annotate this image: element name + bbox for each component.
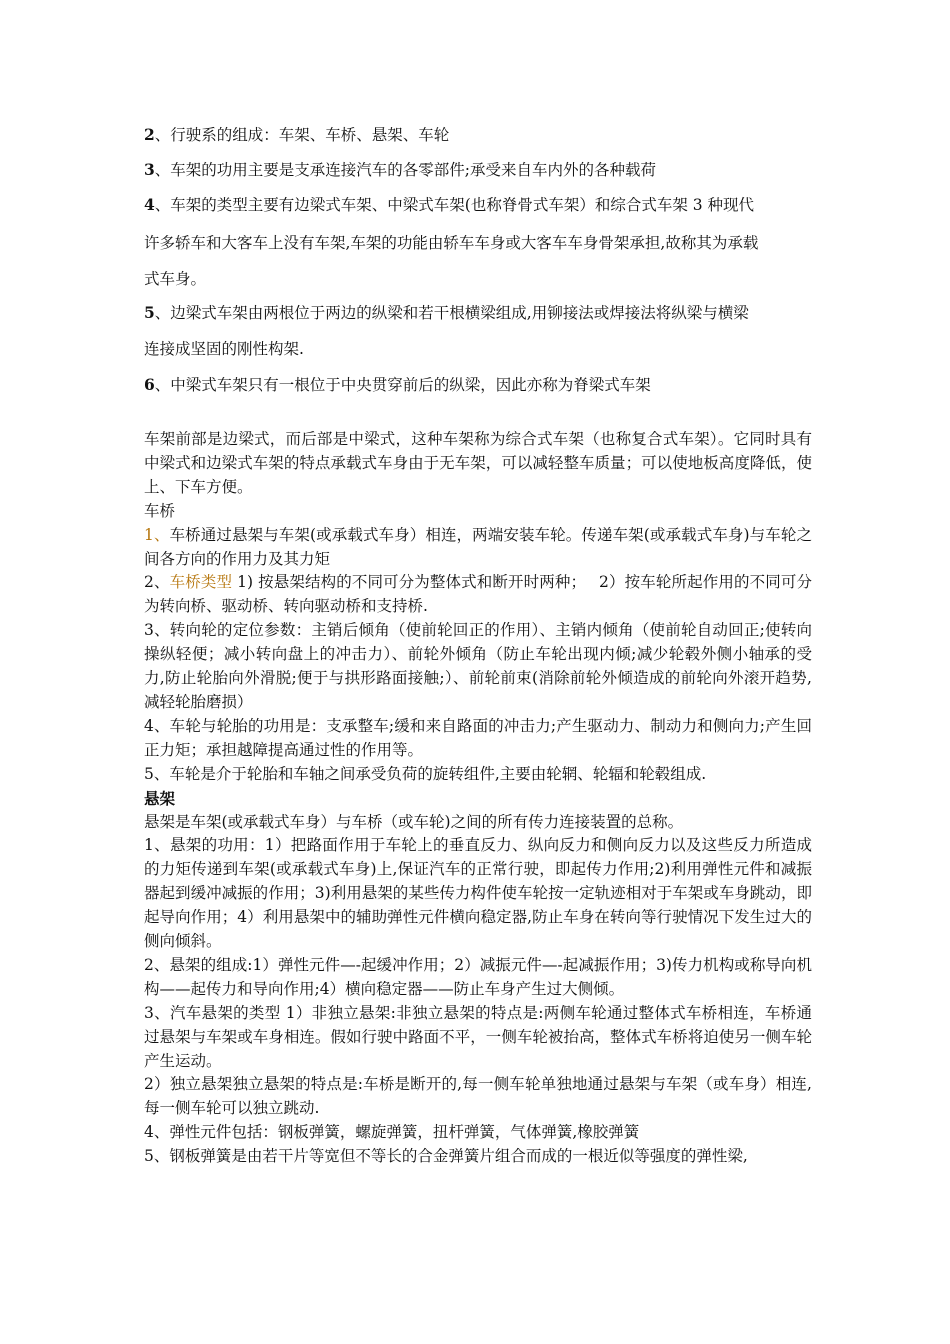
axle-heading: 车桥: [144, 501, 176, 520]
item-number: 3: [144, 160, 155, 179]
main-body: [144, 428, 812, 1169]
axle-item-3: 3、转向轮的定位参数：主销后倾角（使前轮回正的作用）、主销内倾角（使前轮自动回正;使转向操纵轻便；减小转向盘上的冲击力）、前轮外倾角（防止车轮出现内倾;减少轮毂外侧小轴承的受力,防止轮胎向外滑脱;便于与拱形路面接触;）、前轮前束(消除前轮外倾造成的前轮向外滚开趋势,减轻轮胎磨损）: [144, 621, 812, 711]
top-list-item-2: [144, 118, 824, 152]
composite-frame-paragraph: 车架前部是边梁式，而后部是中梁式，这种车架称为综合式车架（也称复合式车架）。它同时具有中梁式和边梁式车架的特点承载式车身由于无车架，可以减轻整车质量；可以使地板高度降低，使上、下车方便。: [144, 430, 812, 496]
top-list-item-4-line3: [144, 262, 824, 296]
axle-item-1-text: 车桥通过悬架与车架(或承载式车身）相连，两端安装车轮。传递车架(或承载式车身)与车轮之间各方向的作用力及其力矩: [144, 525, 812, 568]
item-number: 6: [144, 375, 155, 394]
axle-types-link[interactable]: 车桥类型: [169, 573, 233, 592]
top-list-item-4-line2: [144, 226, 824, 260]
item-text: 、边梁式车架由两根位于两边的纵梁和若干根横梁组成,用铆接法或焊接法将纵梁与横梁: [154, 304, 749, 322]
item-number: 4: [144, 195, 155, 214]
top-list-item-4: [144, 188, 824, 222]
item-text: 、车架的功用主要是支承连接汽车的各零部件;承受来自车内外的各种载荷: [154, 161, 657, 179]
suspension-item-2: 2、悬架的组成:1）弹性元件—-起缓冲作用；2）减振元件—-起减振作用；3)传力机构或称导向机构——起传力和导向作用;4）横向稳定器——防止车身产生过大侧倾。: [144, 955, 812, 998]
axle-item-2-number: 2、: [144, 573, 170, 592]
suspension-item-3: 3、汽车悬架的类型 1）非独立悬架:非独立悬架的特点是:两侧车轮通过整体式车桥相连，车桥通过悬架与车架或车身相连。假如行驶中路面不平，一侧车轮被抬高，整体式车桥将迫使另一侧车轮产生运动。: [144, 1003, 812, 1070]
top-list-item-3: [144, 153, 824, 187]
suspension-item-5: 5、钢板弹簧是由若干片等宽但不等长的合金弹簧片组合而成的一根近似等强度的弹性梁,: [144, 1147, 748, 1166]
axle-item-5: 5、车轮是介于轮胎和车轴之间承受负荷的旋转组件,主要由轮辋、轮辐和轮毂组成.: [144, 764, 707, 783]
item-text-continued: 式车身。: [144, 270, 207, 288]
axle-item-1-number: 1、: [144, 525, 170, 544]
suspension-heading: 悬架: [144, 788, 176, 808]
suspension-item-1: 1、悬架的功用：1）把路面作用于车轮上的垂直反力、纵向反力和侧向反力以及这些反力所造成的力矩传递到车架(或承载式车身)上,保证汽车的正常行驶，即起传力作用;2)利用弹性元件和减振器起到缓冲减振的作用；3)利用悬架的某些传力构件使车轮按一定轨迹相对于车架或车身跳动，即起导向作用；4）利用悬架中的辅助弹性元件横向稳定器,防止车身在转向等行驶情况下发生过大的侧向倾斜。: [144, 836, 812, 951]
suspension-item-4: 4、弹性元件包括：钢板弹簧，螺旋弹簧，扭杆弹簧，气体弹簧,橡胶弹簧: [144, 1123, 640, 1142]
item-text-continued: 许多轿车和大客车上没有车架,车架的功能由轿车车身或大客车车身骨架承担,故称其为承载: [144, 234, 759, 252]
axle-item-1: [144, 524, 812, 572]
suspension-item-3b: 2）独立悬架独立悬架的特点是:车桥是断开的,每一侧车轮单独地通过悬架与车架（或车身）相连,每一侧车轮可以独立跳动.: [144, 1075, 812, 1118]
item-text: 、行驶系的组成：车架、车桥、悬架、车轮: [154, 126, 450, 144]
item-text: 、车架的类型主要有边梁式车架、中梁式车架(也称脊骨式车架）和综合式车架 3 种现代: [154, 196, 755, 214]
item-number: 5: [144, 303, 155, 322]
axle-item-2-text: 1) 按悬架结构的不同可分为整体式和断开时两种； 2）按车轮所起作用的不同可分为转向桥、驱动桥、转向驱动桥和支持桥.: [144, 573, 812, 616]
item-text-continued: 连接成坚固的刚性构架.: [144, 340, 304, 358]
item-number: 2: [144, 125, 155, 144]
suspension-intro: 悬架是车架(或承载式车身）与车桥（或车轮)之间的所有传力连接装置的总称。: [144, 812, 684, 831]
axle-item-2: [144, 571, 812, 619]
top-list-item-6: [144, 368, 824, 402]
top-list-item-5-line2: [144, 332, 824, 366]
axle-item-4: 4、车轮与轮胎的功用是：支承整车;缓和来自路面的冲击力;产生驱动力、制动力和侧向力;产生回正力矩；承担越障提高通过性的作用等。: [144, 716, 812, 759]
item-text: 、中梁式车架只有一根位于中央贯穿前后的纵梁，因此亦称为脊梁式车架: [154, 376, 651, 394]
top-list-item-5: [144, 296, 824, 330]
